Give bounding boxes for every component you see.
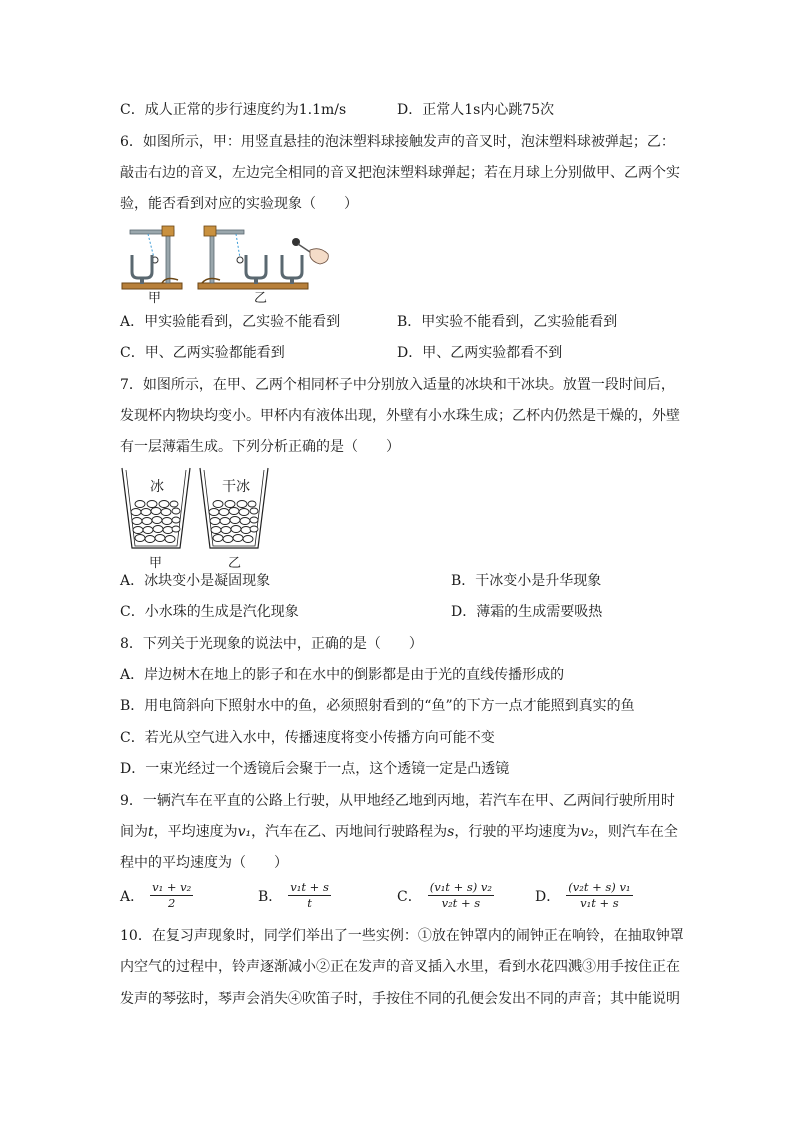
q7-option-d: D．薄霜的生成需要吸热: [451, 604, 603, 620]
q6-option-c: C．甲、乙两实验都能看到: [120, 345, 285, 361]
q7-option-c: C．小水珠的生成是汽化现象: [120, 604, 299, 620]
apparatus-yi: [198, 226, 328, 289]
q9-option-d-label: D．: [535, 888, 561, 905]
q7-option-b: B．干冰变小是升华现象: [451, 573, 602, 589]
q5-option-d: D．正常人1s内心跳75次: [397, 102, 555, 118]
q9-var-s: s: [447, 824, 455, 840]
q6-option-b: B．甲实验不能看到，乙实验能看到: [397, 314, 618, 330]
q9-option-a-label: A．: [120, 888, 145, 905]
q7-stem-line2: 发现杯内物块均变小。甲杯内有液体出现，外壁有小水珠生成；乙杯内仍然是干燥的，外壁: [120, 408, 680, 424]
q8-stem: 8．下列关于光现象的说法中，正确的是（ ）: [120, 636, 423, 652]
q8-option-a: A．岸边树木在地上的影子和在水中的倒影都是由于光的直线传播形成的: [120, 667, 565, 683]
q9-var-t: t: [148, 824, 154, 840]
q9-text-e: ，则汽车在全: [593, 824, 678, 840]
q6-stem-line2: 敲击右边的音叉，左边完全相同的音叉把泡沫塑料球弹起；若在月球上分别做甲、乙两个实: [120, 165, 680, 181]
q9-stem-line3: 程中的平均速度为（ ）: [120, 855, 288, 871]
q6-fig-caption-yi: 乙: [254, 290, 268, 305]
ice-cubes-jia: [131, 501, 180, 543]
cup-jia-label: 冰: [150, 478, 164, 494]
q9-option-b-label: B．: [258, 888, 283, 905]
q9-option-d: [535, 880, 633, 911]
q9-text-c: ，汽车在乙、丙地间行驶路程为: [251, 824, 448, 840]
q9-option-b: [258, 880, 331, 911]
q7-option-a: A．冰块变小是凝固现象: [120, 573, 271, 589]
dry-ice-cubes-yi: [209, 501, 258, 543]
q9-option-c-label: C．: [397, 888, 422, 905]
q9-option-c-denominator: v₂t + s: [441, 896, 481, 910]
q6-fig-caption-jia: 甲: [148, 290, 162, 305]
cup-yi-label: 干冰: [222, 478, 250, 494]
q8-option-b: B．用电筒斜向下照射水中的鱼，必须照射看到的“鱼”的下方一点才能照到真实的鱼: [120, 698, 635, 714]
q9-option-a: [120, 880, 193, 911]
q9-option-b-denominator: t: [307, 896, 312, 910]
q6-stem-line1: 6．如图所示，甲：用竖直悬挂的泡沫塑料球接触发声的音叉时，泡沫塑料球被弹起；乙：: [120, 134, 675, 150]
q9-option-c-numerator: (v₁t + s) v₂: [429, 880, 493, 894]
cup-jia-caption: 甲: [149, 555, 163, 570]
q9-text-d: ，行驶的平均速度为: [454, 824, 581, 840]
q9-option-c: [397, 880, 494, 911]
q9-option-d-fraction: [566, 880, 632, 911]
q6-stem-line3: 验，能否看到对应的实验现象（ ）: [120, 196, 358, 212]
q9-var-v2: v₂: [580, 824, 594, 840]
q9-option-c-fraction: [428, 880, 494, 911]
q7-stem-line3: 有一层薄霜生成。下列分析正确的是（ ）: [120, 439, 400, 455]
q9-option-a-fraction: [150, 880, 193, 911]
q8-option-d: D．一束光经过一个透镜后会聚于一点，这个透镜一定是凸透镜: [120, 761, 510, 777]
q9-option-d-denominator: v₁t + s: [580, 896, 619, 910]
q9-stem-line2: [120, 822, 678, 842]
q9-option-b-fraction: [288, 880, 331, 911]
q10-stem-line3: 发声的琴弦时，琴声会消失④吹笛子时，手按住不同的孔便会发出不同的声音；其中能说明: [120, 991, 680, 1007]
apparatus-jia: [122, 226, 182, 289]
q7-stem-line1: 7．如图所示，在甲、乙两个相同杯子中分别放入适量的冰块和干冰块。放置一段时间后，: [120, 377, 675, 393]
q9-option-a-numerator: v₁ + v₂: [152, 880, 192, 894]
q9-stem-line1: 9．一辆汽车在平直的公路上行驶，从甲地经乙地到丙地，若汽车在甲、乙两间行驶所用时: [120, 793, 675, 809]
q7-figure: [118, 464, 278, 572]
q10-stem-line1: 10．在复习声现象时，同学们举出了一些实例：①放在钟罩内的闹钟正在响铃，在抽取钟罩: [120, 928, 684, 944]
q5-option-c: C．成人正常的步行速度约为1.1m/s: [120, 102, 347, 118]
q8-option-c: C．若光从空气进入水中，传播速度将变小传播方向可能不变: [120, 730, 495, 746]
cup-yi-caption: 乙: [228, 555, 242, 570]
q6-option-a: A．甲实验能看到，乙实验不能看到: [120, 314, 341, 330]
q9-var-v1: v₁: [237, 824, 252, 840]
q6-option-d: D．甲、乙两实验都看不到: [397, 345, 563, 361]
q9-option-d-numerator: (v₂t + s) v₁: [568, 880, 631, 894]
cups-diagram: [118, 464, 278, 554]
q9-text-a: 间为: [120, 824, 148, 840]
q9-text-b: ，平均速度为: [153, 824, 238, 840]
q6-figure: [118, 220, 333, 305]
q9-option-b-numerator: v₁t + s: [290, 880, 329, 894]
q9-option-a-denominator: 2: [168, 896, 176, 910]
q10-stem-line2: 内空气的过程中，铃声逐渐减小②正在发声的音叉插入水里，看到水花四溅③用手按住正在: [120, 959, 680, 975]
